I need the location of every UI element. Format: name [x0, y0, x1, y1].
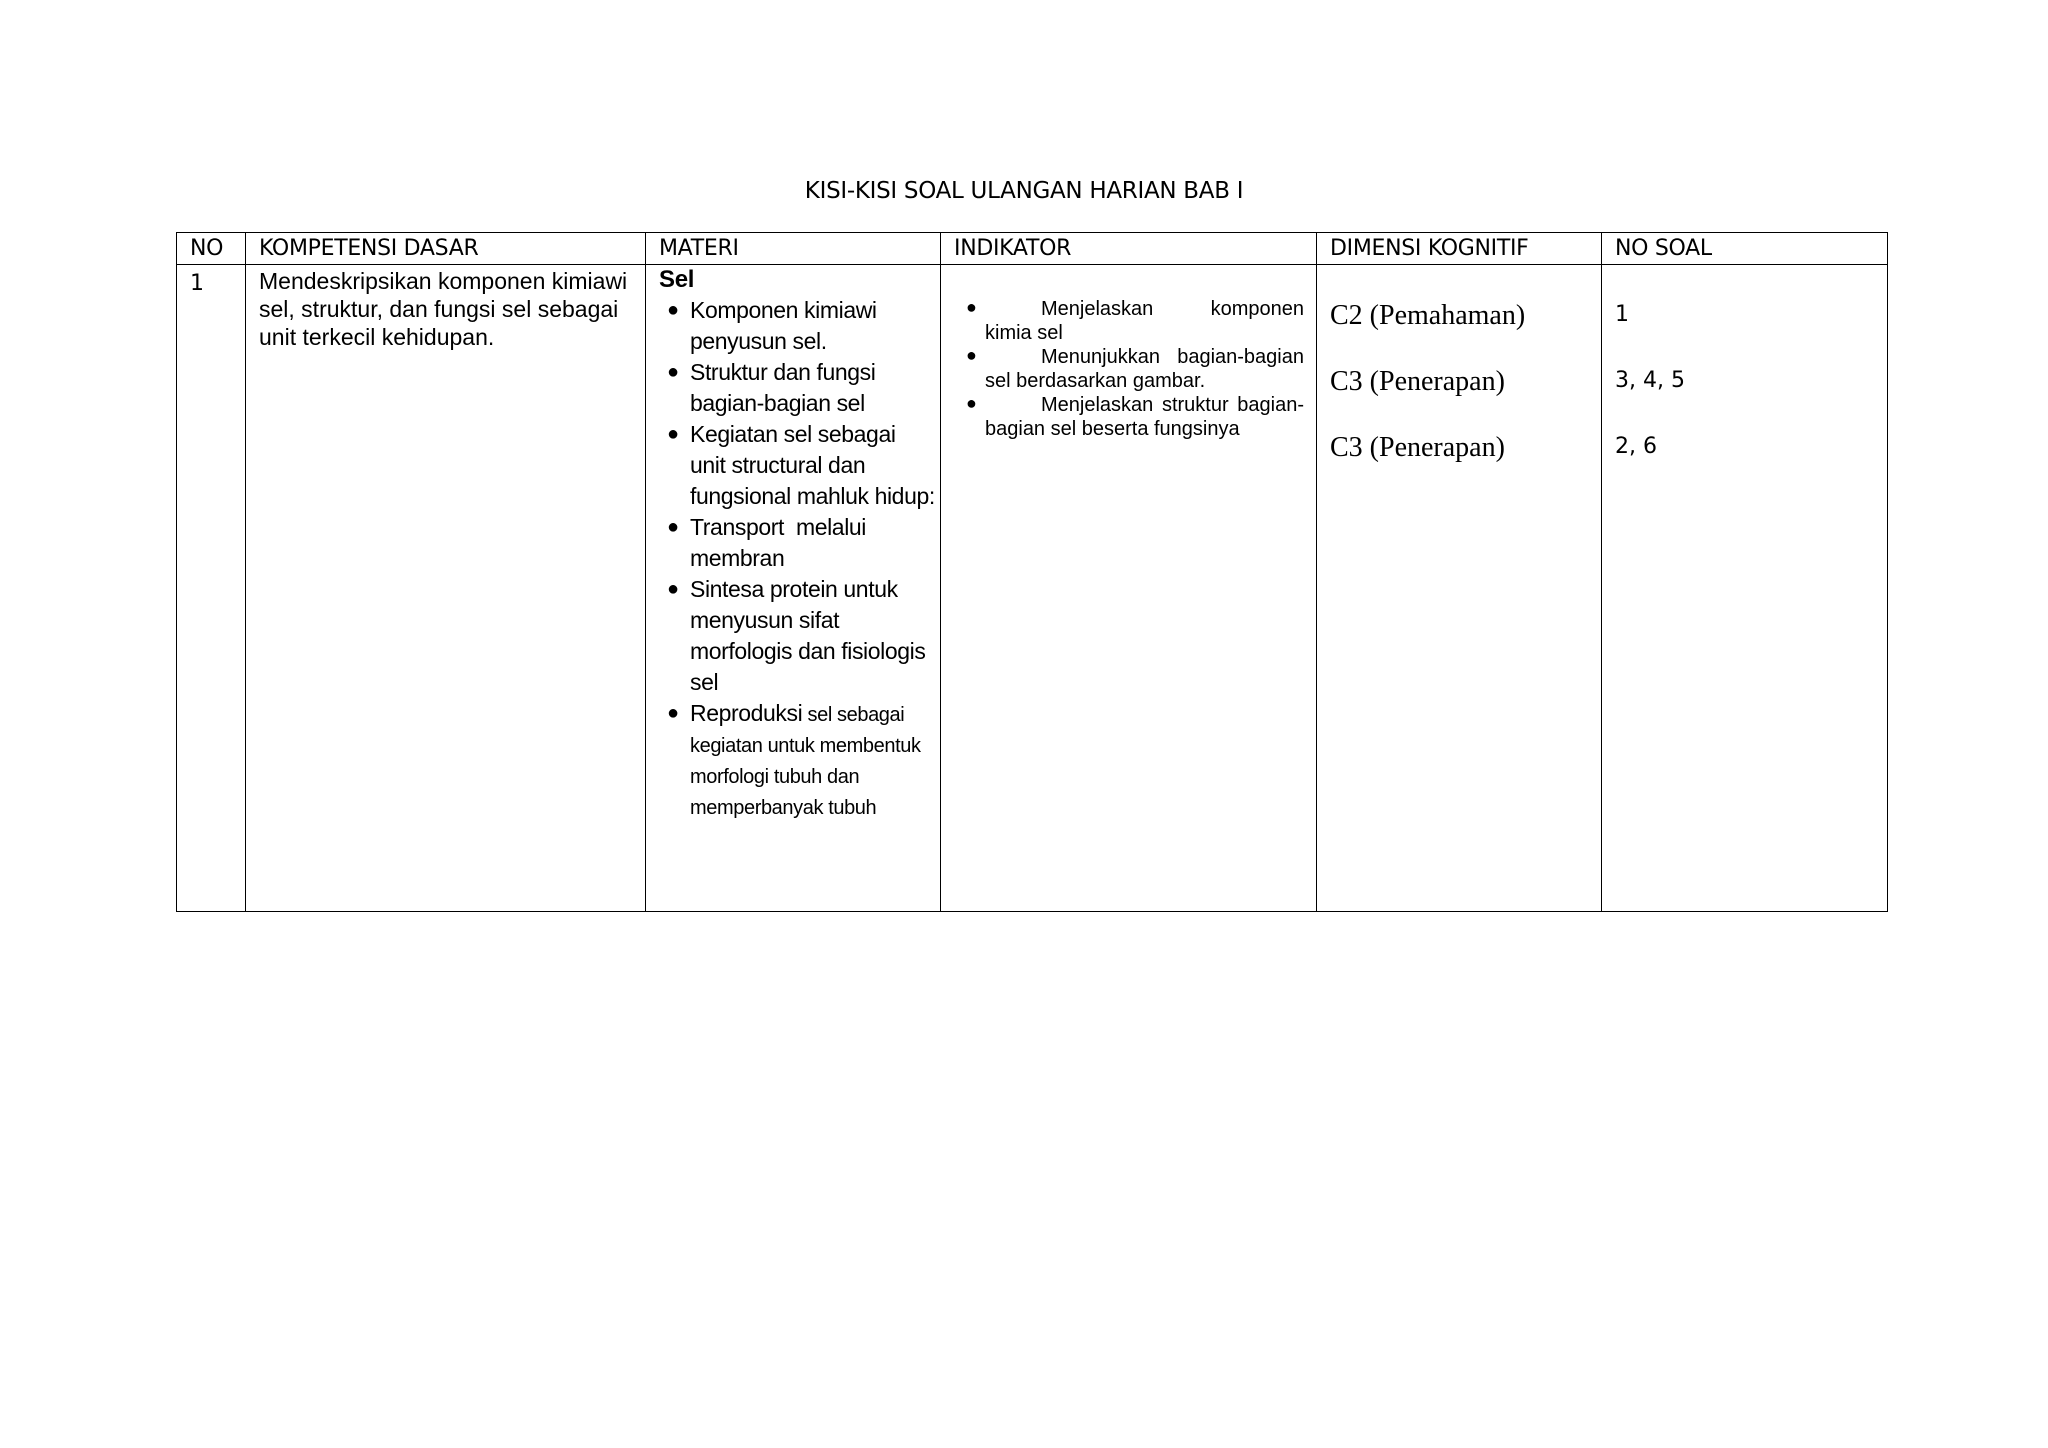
bullet-icon: ● — [667, 299, 679, 321]
bullet-icon: ● — [667, 361, 679, 383]
bullet-icon: ● — [667, 423, 679, 445]
no-soal-item: 1 — [1615, 302, 1629, 327]
materi-item: ● Struktur dan fungsi bagian-bagian sel — [667, 359, 876, 416]
cell-materi — [646, 265, 941, 912]
header-indikator: INDIKATOR — [941, 233, 1317, 265]
header-no-soal: NO SOAL — [1602, 233, 1888, 265]
bullet-icon: ● — [667, 578, 679, 600]
table-header-row — [177, 233, 1888, 265]
materi-item: ● Kegiatan sel sebagai unit structural dan fungsional mahluk hidup: — [667, 421, 935, 509]
no-soal-item: 3, 4, 5 — [1615, 368, 1685, 393]
indikator-item: ● Menjelaskan struktur bagian-bagian sel beserta fungsinya — [966, 393, 1304, 440]
bullet-icon: ● — [966, 345, 977, 365]
dimensi-item: C3 (Penerapan) — [1330, 366, 1505, 397]
indikator-item: ● Menunjukkan bagian-bagian sel berdasarkan gambar. — [966, 345, 1304, 392]
materi-item: ● Reproduksi sel sebagai kegiatan untuk membentuk morfologi tubuh dan memperbanyak tubuh — [667, 700, 921, 819]
header-no: NO — [177, 233, 246, 265]
cell-no-soal — [1602, 265, 1888, 912]
cell-indikator — [941, 265, 1317, 912]
cell-kompetensi-dasar: Mendeskripsikan komponen kimiawi sel, struktur, dan fungsi sel sebagai unit terkecil kehidupan. — [246, 265, 646, 912]
cell-no: 1 — [177, 265, 246, 912]
bullet-icon: ● — [667, 516, 679, 538]
materi-list — [659, 295, 936, 822]
header-kompetensi-dasar: KOMPETENSI DASAR — [246, 233, 646, 265]
no-soal-item: 2, 6 — [1615, 434, 1657, 459]
page-title: KISI-KISI SOAL ULANGAN HARIAN BAB I — [804, 178, 1244, 204]
bullet-icon: ● — [667, 702, 679, 724]
kisi-kisi-table — [176, 232, 1888, 912]
dimensi-item: C2 (Pemahaman) — [1330, 300, 1526, 331]
indikator-list — [966, 297, 1304, 441]
materi-item: ● Transport melalui membran — [667, 514, 873, 571]
cell-dimensi-kognitif — [1317, 265, 1602, 912]
table-row — [177, 265, 1888, 912]
header-materi: MATERI — [646, 233, 941, 265]
materi-item: ● Sintesa protein untuk menyusun sifat morfologis dan fisiologis sel — [667, 576, 926, 695]
header-dimensi-kognitif: DIMENSI KOGNITIF — [1317, 233, 1602, 265]
dimensi-item: C3 (Penerapan) — [1330, 432, 1505, 463]
indikator-item: ● Menjelaskan komponen kimia sel — [966, 297, 1304, 344]
materi-item: ● Komponen kimiawi penyusun sel. — [667, 297, 877, 354]
materi-heading: Sel — [659, 266, 695, 293]
bullet-icon: ● — [966, 393, 977, 413]
bullet-icon: ● — [966, 297, 977, 317]
